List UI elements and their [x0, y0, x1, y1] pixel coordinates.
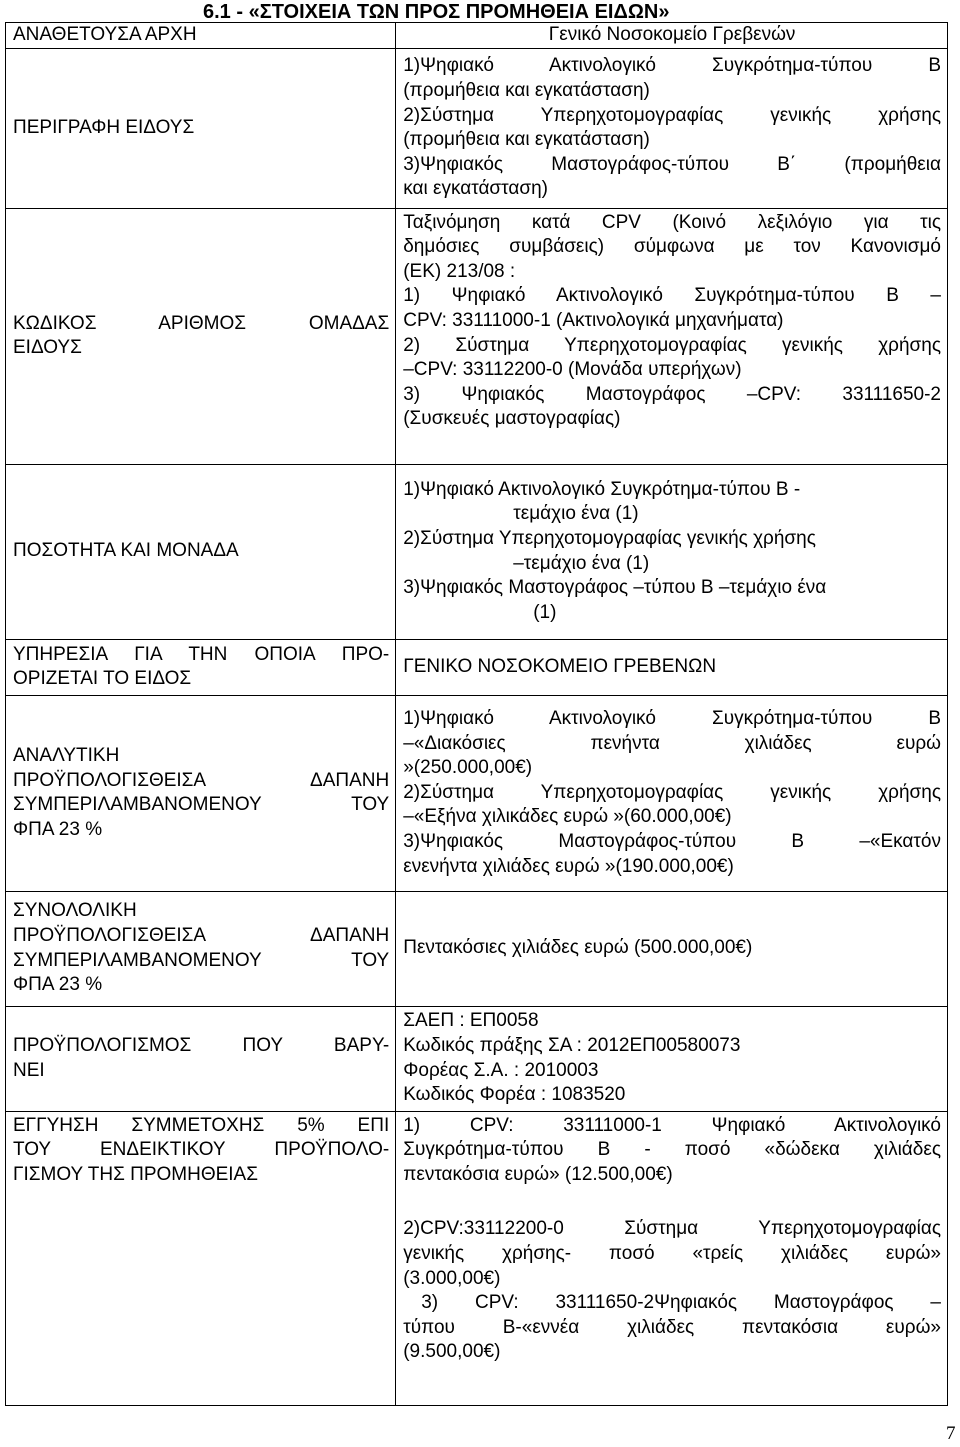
label-funding: ΠΡΟΫΠΟΛΟΓΙΣΜΟΣ ΠΟΥ ΒΑΡΥ- ΝΕΙ — [6, 1006, 396, 1111]
value-quantity: 1)Ψηφιακό Ακτινολογικό Συγκρότημα-τύπου Β - τεμάχιο ένα (1) 2)Σύστημα Υπερηχοτομογραφίας γενικής χρήσης –τεμάχιο ένα (1) 3)Ψηφιακός Μαστογράφος –τύπου Β –τεμάχιο ένα (1) — [396, 464, 948, 639]
value-service: ΓΕΝΙΚΟ ΝΟΣΟΚΟΜΕΙΟ ΓΡΕΒΕΝΩΝ — [396, 639, 948, 695]
label-guarantee: ΕΓΓΥΗΣΗ ΣΥΜΜΕΤΟΧΗΣ 5% ΕΠΙ ΤΟΥ ΕΝΔΕΙΚΤΙΚΟΥ ΠΡΟΫΠΟΛΟ- ΓΙΣΜΟΥ ΤΗΣ ΠΡΟΜΗΘΕΙΑΣ — [6, 1111, 396, 1405]
table-row-description — [6, 48, 948, 208]
label-authority: ΑΝΑΘΕΤΟΥΣΑ ΑΡΧΗ — [6, 23, 396, 49]
value-funding: ΣΑΕΠ : ΕΠ0058 Κωδικός πράξης ΣΑ : 2012ΕΠ00580073 Φορέας Σ.Α. : 2010003 Κωδικός Φορέα : 1083520 — [396, 1006, 948, 1111]
page-title: 6.1 - «ΣΤΟΙΧΕΙΑ ΤΩΝ ΠΡΟΣ ΠΡΟΜΗΘΕΙΑ ΕΙΔΩΝ» — [203, 1, 670, 23]
value-total-budget: Πεντακόσιες χιλιάδες ευρώ (500.000,00€) — [396, 891, 948, 1006]
table-row-guarantee — [6, 1111, 948, 1405]
table-row-service — [6, 639, 948, 695]
value-description: 1)Ψηφιακό Ακτινολογικό Συγκρότημα-τύπου Β (προμήθεια και εγκατάσταση) 2)Σύστημα Υπερηχοτομογραφίας γενικής χρήσης (προμήθεια και εγκατάσταση) 3)Ψηφιακός Μαστογράφος-τύπου Β΄ (προμήθεια και εγκατάσταση) — [396, 48, 948, 208]
value-authority: Γενικό Νοσοκομείο Γρεβενών — [396, 23, 948, 49]
label-description: ΠΕΡΙΓΡΑΦΗ ΕΙΔΟΥΣ — [6, 48, 396, 208]
table-row-quantity — [6, 464, 948, 639]
table-row-funding — [6, 1006, 948, 1111]
label-cpv: ΚΩΔΙΚΟΣ ΑΡΙΘΜΟΣ ΟΜΑΔΑΣ ΕΙΔΟΥΣ — [6, 208, 396, 464]
page-number: 7 — [946, 1423, 956, 1444]
value-guarantee: 1) CPV: 33111000-1 Ψηφιακό Ακτινολογικό Συγκρότημα-τύπου Β - ποσό «δώδεκα χιλιάδες πεντακόσια ευρώ» (12.500,00€) 2)CPV:33112200-0 Σύστημα Υπερηχοτομογραφίας γενικής χρήσης- ποσό «τρείς χιλιάδες ευρώ» (3.000,00€) 3) CPV: 33111650-2Ψηφιακός Μαστογράφος – τύπου Β-«εννέα χιλιάδες πεντακόσια ευρώ» (9.500,00€) — [396, 1111, 948, 1405]
specifications-table — [5, 22, 948, 1406]
value-cpv: Ταξινόμηση κατά CPV (Κοινό λεξιλόγιο για τις δημόσιες συμβάσεις) σύμφωνα με τον Κανονισμό (ΕΚ) 213/08 : 1) Ψηφιακό Ακτινολογικό Συγκρότημα-τύπου Β – CPV: 33111000-1 (Ακτινολογικά μηχανήματα) 2) Σύστημα Υπερηχοτομογραφίας γενικής χρήσης –CPV: 33112200-0 (Μονάδα υπερήχων) 3) Ψηφιακός Μαστογράφος –CPV: 33111650-2 (Συσκευές μαστογραφίας) — [396, 208, 948, 464]
table-row-cpv — [6, 208, 948, 464]
label-service: ΥΠΗΡΕΣΙΑ ΓΙΑ ΤΗΝ ΟΠΟΙΑ ΠΡΟ- ΟΡΙΖΕΤΑΙ ΤΟ ΕΙΔΟΣ — [6, 639, 396, 695]
value-analytic-budget: 1)Ψηφιακό Ακτινολογικό Συγκρότημα-τύπου Β –«Διακόσιες πενήντα χιλιάδες ευρώ »(250.000,00€) 2)Σύστημα Υπερηχοτομογραφίας γενικής χρήσης –«Εξήνα χιλικάδες ευρώ »(60.000,00€) 3)Ψηφιακός Μαστογράφος-τύπου Β –«Εκατόν ενενήντα χιλιάδες ευρώ »(190.000,00€) — [396, 695, 948, 891]
label-analytic-budget: ΑΝΑΛΥΤΙΚΗ ΠΡΟΫΠΟΛΟΓΙΣΘΕΙΣΑ ΔΑΠΑΝΗ ΣΥΜΠΕΡΙΛΑΜΒΑΝΟΜΕΝΟΥ ΤΟΥ ΦΠΑ 23 % — [6, 695, 396, 891]
label-total-budget: ΣΥΝΟΛΟΛΙΚΗ ΠΡΟΫΠΟΛΟΓΙΣΘΕΙΣΑ ΔΑΠΑΝΗ ΣΥΜΠΕΡΙΛΑΜΒΑΝΟΜΕΝΟΥ ΤΟΥ ΦΠΑ 23 % — [6, 891, 396, 1006]
table-row-total-budget — [6, 891, 948, 1006]
table-row-authority — [6, 23, 948, 49]
table-row-analytic-budget — [6, 695, 948, 891]
label-quantity: ΠΟΣΟΤΗΤΑ ΚΑΙ ΜΟΝΑΔΑ — [6, 464, 396, 639]
